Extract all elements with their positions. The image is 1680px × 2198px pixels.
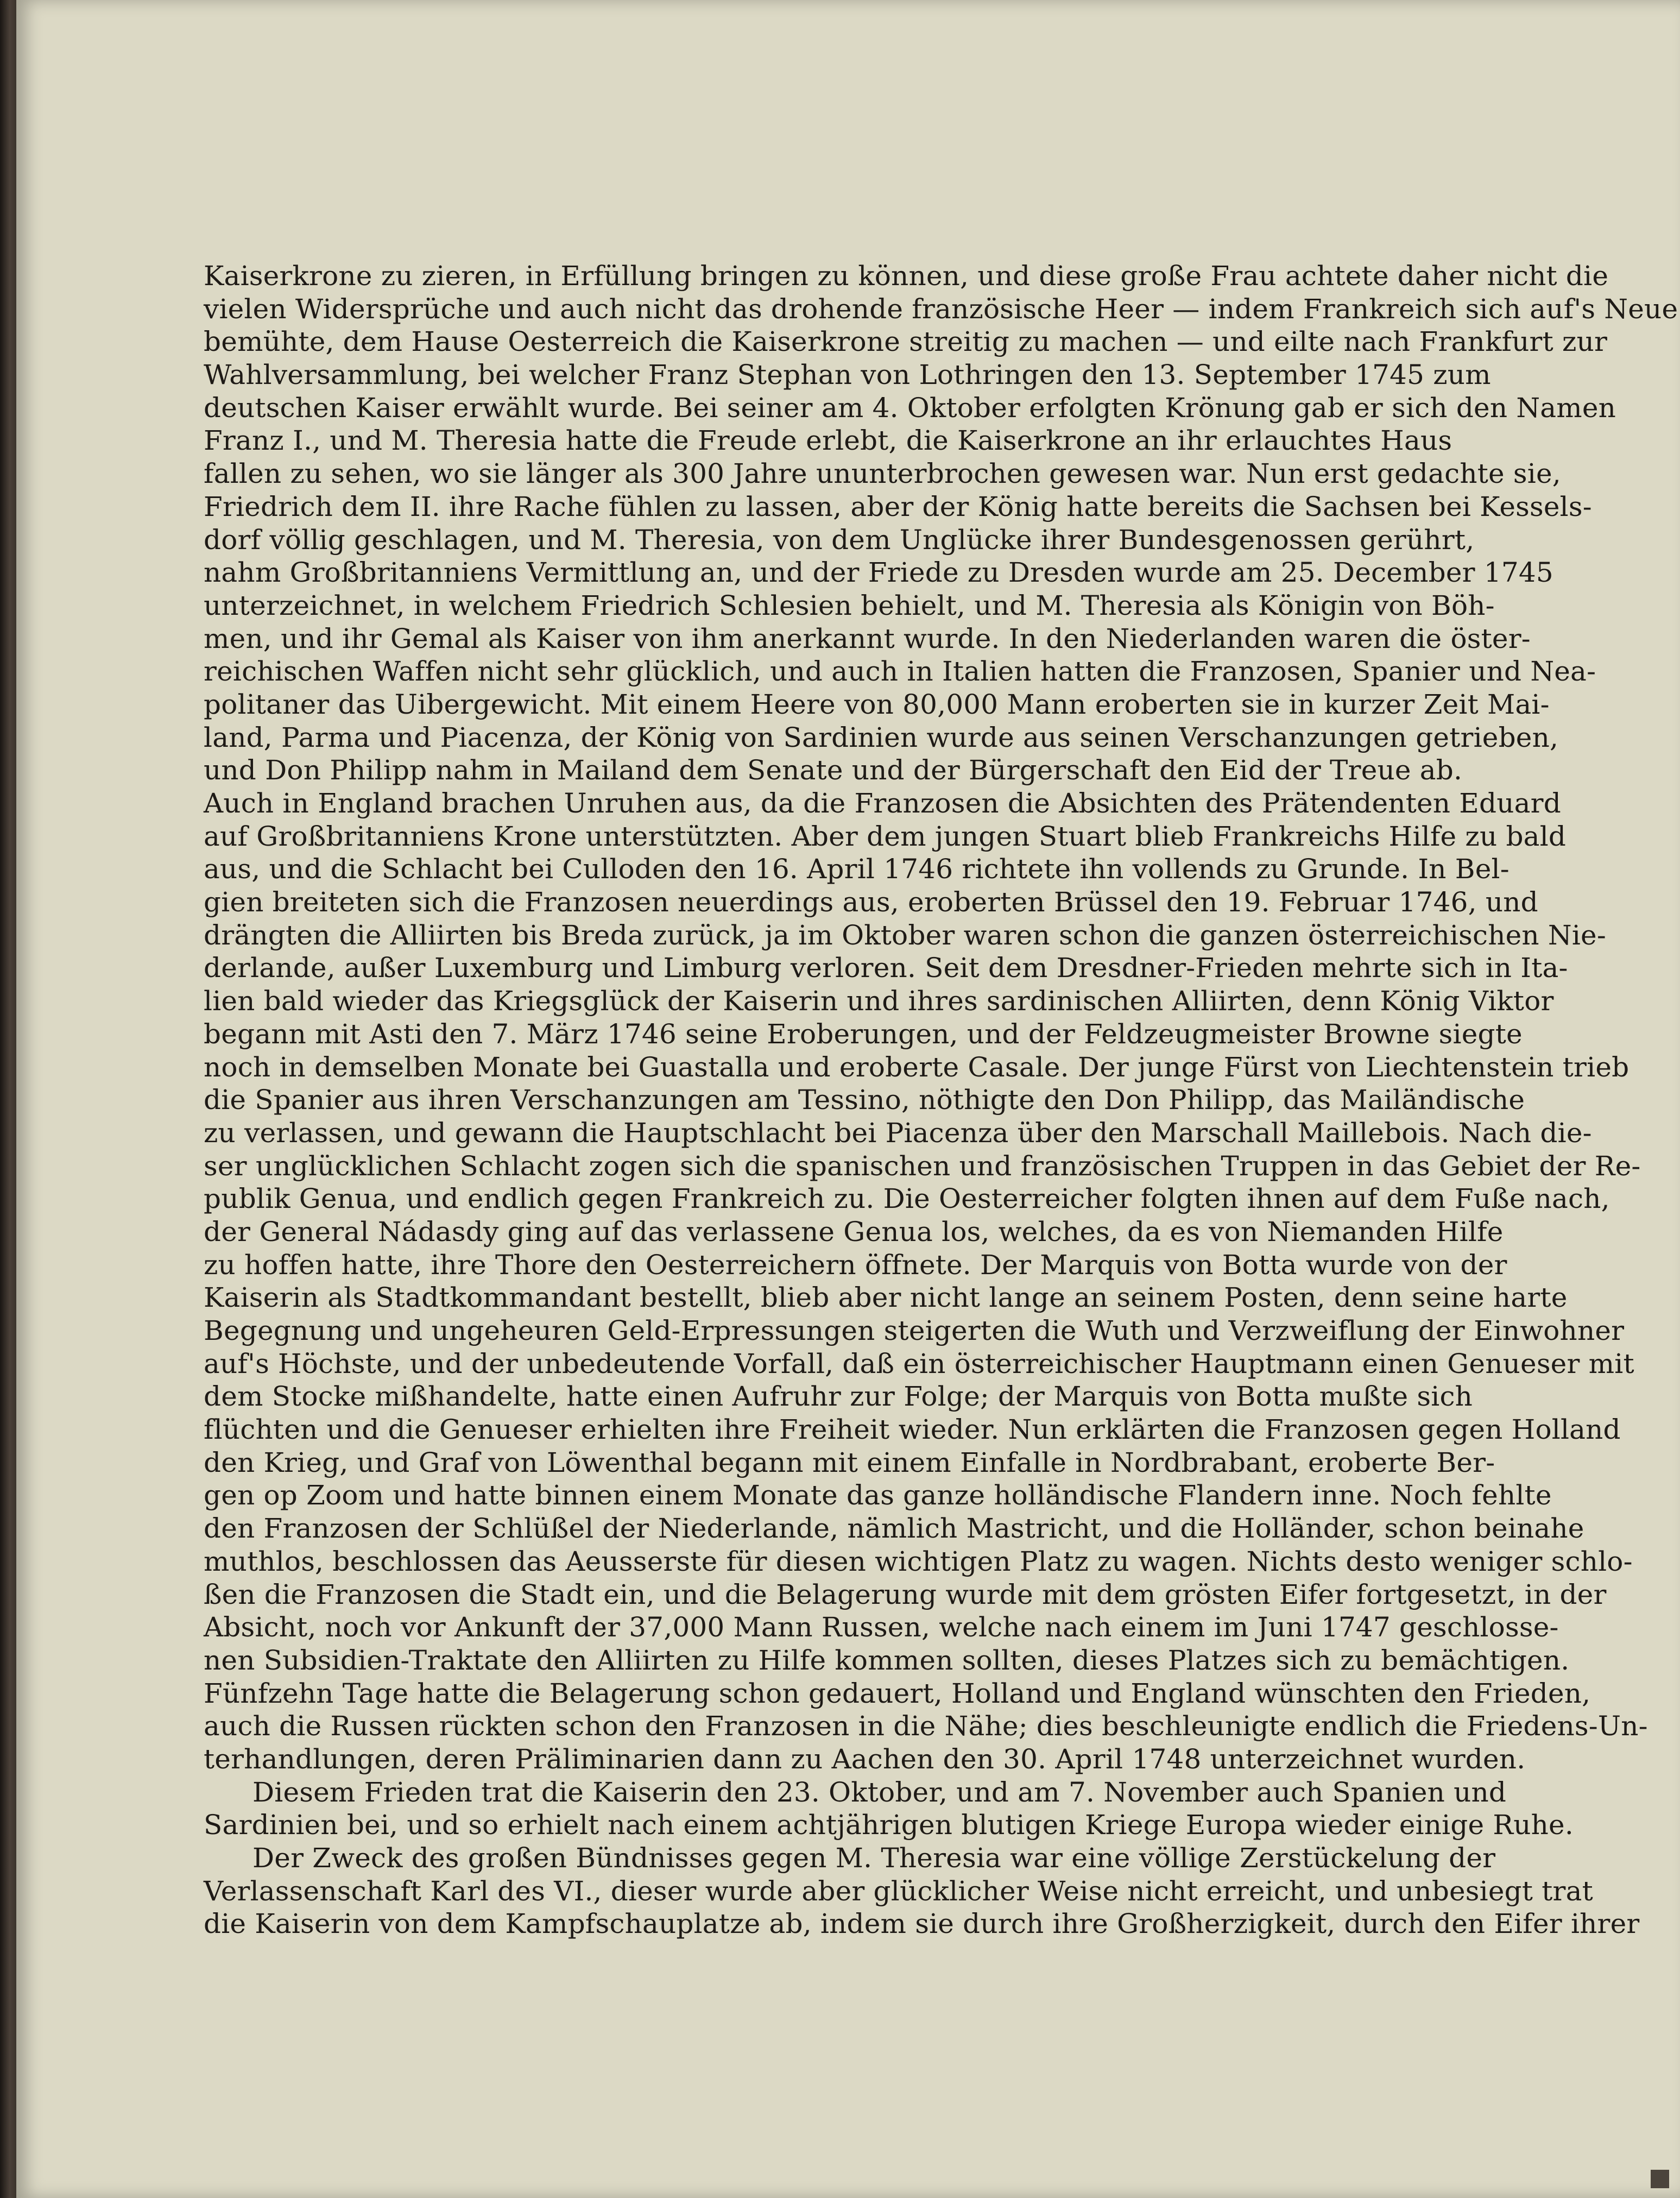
text-line: drängten die Alliirten bis Breda zurück, ja im Oktober waren schon die ganzen österreichischen Nie-: [204, 919, 1606, 951]
text-line: Kaiserin als Stadtkommandant bestellt, blieb aber nicht lange an seinem Posten, denn seine harte: [204, 1282, 1568, 1314]
text-line: auf's Höchste, und der unbedeutende Vorfall, daß ein österreichischer Hauptmann einen Genueser mit: [204, 1347, 1634, 1380]
text-line: lien bald wieder das Kriegsglück der Kaiserin und ihres sardinischen Alliirten, denn König Viktor: [204, 985, 1554, 1017]
text-line: dorf völlig geschlagen, und M. Theresia, von dem Unglücke ihrer Bundesgenossen gerührt,: [204, 524, 1475, 556]
text-line: der General Nádasdy ging auf das verlassene Genua los, welches, da es von Niemanden Hilfe: [204, 1215, 1504, 1248]
scanned-page: [16, 0, 1680, 2198]
text-line: fallen zu sehen, wo sie länger als 300 Jahre ununterbrochen gewesen war. Nun erst gedachte sie,: [204, 458, 1561, 490]
text-line: terhandlungen, deren Präliminarien dann zu Aachen den 30. April 1748 unterzeichnet wurden.: [204, 1743, 1526, 1775]
text-line: zu verlassen, und gewann die Hauptschlacht bei Piacenza über den Marschall Maillebois. Nach die-: [204, 1117, 1592, 1149]
text-line: men, und ihr Gemal als Kaiser von ihm anerkannt wurde. In den Niederlanden waren die öster-: [204, 622, 1531, 654]
text-line: Friedrich dem II. ihre Rache fühlen zu lassen, aber der König hatte bereits die Sachsen bei Kessels-: [204, 490, 1592, 522]
scan-corner-mark: [1651, 2170, 1669, 2188]
text-line: und Don Philipp nahm in Mailand dem Senate und der Bürgerschaft den Eid der Treue ab.: [204, 754, 1463, 786]
text-line: den Franzosen der Schlüßel der Niederlande, nämlich Mastricht, und die Holländer, schon beinahe: [204, 1513, 1584, 1545]
text-line: nen Subsidien-Traktate den Alliirten zu Hilfe kommen sollten, dieses Platzes sich zu bemächtigen.: [204, 1644, 1570, 1676]
text-line: Verlassenschaft Karl des VI., dieser wurde aber glücklicher Weise nicht erreicht, und unbesiegt trat: [204, 1875, 1593, 1907]
text-line: muthlos, beschlossen das Aeusserste für diesen wichtigen Platz zu wagen. Nichts desto weniger schlo-: [204, 1545, 1633, 1577]
text-line: Der Zweck des großen Bündnisses gegen M. Theresia war eine völlige Zerstückelung der: [252, 1842, 1496, 1874]
text-line: den Krieg, und Graf von Löwenthal begann mit einem Einfalle in Nordbrabant, eroberte Ber-: [204, 1446, 1495, 1478]
text-line: Absicht, noch vor Ankunft der 37,000 Mann Russen, welche nach einem im Juni 1747 geschlosse-: [204, 1611, 1559, 1643]
text-line: auf Großbritanniens Krone unterstützten. Aber dem jungen Stuart blieb Frankreichs Hilfe zu bald: [204, 820, 1567, 852]
text-line: land, Parma und Piacenza, der König von Sardinien wurde aus seinen Verschanzungen getrieben,: [204, 721, 1559, 753]
text-line: gen op Zoom und hatte binnen einem Monate das ganze holländische Flandern inne. Noch fehlte: [204, 1479, 1552, 1511]
text-line: Begegnung und ungeheuren Geld-Erpressungen steigerten die Wuth und Verzweiflung der Einwohner: [204, 1315, 1625, 1346]
text-line: publik Genua, und endlich gegen Frankreich zu. Die Oesterreicher folgten ihnen auf dem Fuße nach,: [204, 1183, 1610, 1215]
text-line: noch in demselben Monate bei Guastalla und eroberte Casale. Der junge Fürst von Liechtenstein trieb: [204, 1051, 1630, 1083]
text-line: deutschen Kaiser erwählt wurde. Bei seiner am 4. Oktober erfolgten Krönung gab er sich den Namen: [204, 392, 1616, 424]
text-line: dem Stocke mißhandelte, hatte einen Aufruhr zur Folge; der Marquis von Botta mußte sich: [204, 1381, 1473, 1413]
text-line: auch die Russen rückten schon den Franzosen in die Nähe; dies beschleunigte endlich die Friedens-Un-: [204, 1710, 1648, 1742]
text-line: reichischen Waffen nicht sehr glücklich, und auch in Italien hatten die Franzosen, Spanier und Nea-: [204, 656, 1596, 688]
text-line: vielen Widersprüche und auch nicht das drohende französische Heer — indem Frankreich sich auf's Neue: [204, 293, 1678, 325]
text-line: Kaiserkrone zu zieren, in Erfüllung bringen zu können, und diese große Frau achtete daher nicht die: [204, 260, 1609, 292]
text-line: ßen die Franzosen die Stadt ein, und die Belagerung wurde mit dem grösten Eifer fortgesetzt, in der: [204, 1578, 1607, 1610]
text-line: politaner das Uibergewicht. Mit einem Heere von 80,000 Mann eroberten sie in kurzer Zeit Mai-: [204, 688, 1550, 720]
text-line: aus, und die Schlacht bei Culloden den 16. April 1746 richtete ihn vollends zu Grunde. In Bel-: [204, 853, 1510, 885]
text-line: zu hoffen hatte, ihre Thore den Oesterreichern öffnete. Der Marquis von Botta wurde von der: [204, 1249, 1507, 1281]
text-line: bemühte, dem Hause Oesterreich die Kaiserkrone streitig zu machen — und eilte nach Frankfurt zur: [204, 326, 1608, 358]
text-line: Auch in England brachen Unruhen aus, da die Franzosen die Absichten des Prätendenten Eduard: [204, 788, 1561, 819]
text-line: Franz I., und M. Theresia hatte die Freude erlebt, die Kaiserkrone an ihr erlauchtes Haus: [204, 425, 1452, 457]
text-line: ser unglücklichen Schlacht zogen sich die spanischen und französischen Truppen in das Gebiet der Re-: [204, 1150, 1641, 1182]
text-line: die Kaiserin von dem Kampfschauplatze ab, indem sie durch ihre Großherzigkeit, durch den Eifer ihrer: [204, 1908, 1640, 1940]
text-line: Wahlversammlung, bei welcher Franz Stephan von Lothringen den 13. September 1745 zum: [204, 359, 1491, 391]
text-line: die Spanier aus ihren Verschanzungen am Tessino, nöthigte den Don Philipp, das Mailändische: [204, 1084, 1525, 1116]
text-line: gien breiteten sich die Franzosen neuerdings aus, eroberten Brüssel den 19. Februar 1746, und: [204, 886, 1538, 918]
text-line: derlande, außer Luxemburg und Limburg verloren. Seit dem Dresdner-Frieden mehrte sich in Ita-: [204, 952, 1568, 984]
text-line: begann mit Asti den 7. März 1746 seine Eroberungen, und der Feldzeugmeister Browne siegte: [204, 1018, 1523, 1050]
book-binding-edge: [0, 0, 16, 2198]
text-line: Diesem Frieden trat die Kaiserin den 23. Oktober, und am 7. November auch Spanien und: [252, 1776, 1507, 1808]
body-text: [204, 260, 1678, 1941]
text-line: Sardinien bei, und so erhielt nach einem achtjährigen blutigen Kriege Europa wieder einige Ruhe.: [204, 1809, 1574, 1841]
text-line: nahm Großbritanniens Vermittlung an, und der Friede zu Dresden wurde am 25. December 1745: [204, 557, 1553, 589]
text-line: flüchten und die Genueser erhielten ihre Freiheit wieder. Nun erklärten die Franzosen gegen Holland: [204, 1414, 1621, 1446]
text-line: unterzeichnet, in welchem Friedrich Schlesien behielt, und M. Theresia als Königin von Böh-: [204, 589, 1495, 621]
text-line: Fünfzehn Tage hatte die Belagerung schon gedauert, Holland und England wünschten den Frieden,: [204, 1677, 1591, 1709]
